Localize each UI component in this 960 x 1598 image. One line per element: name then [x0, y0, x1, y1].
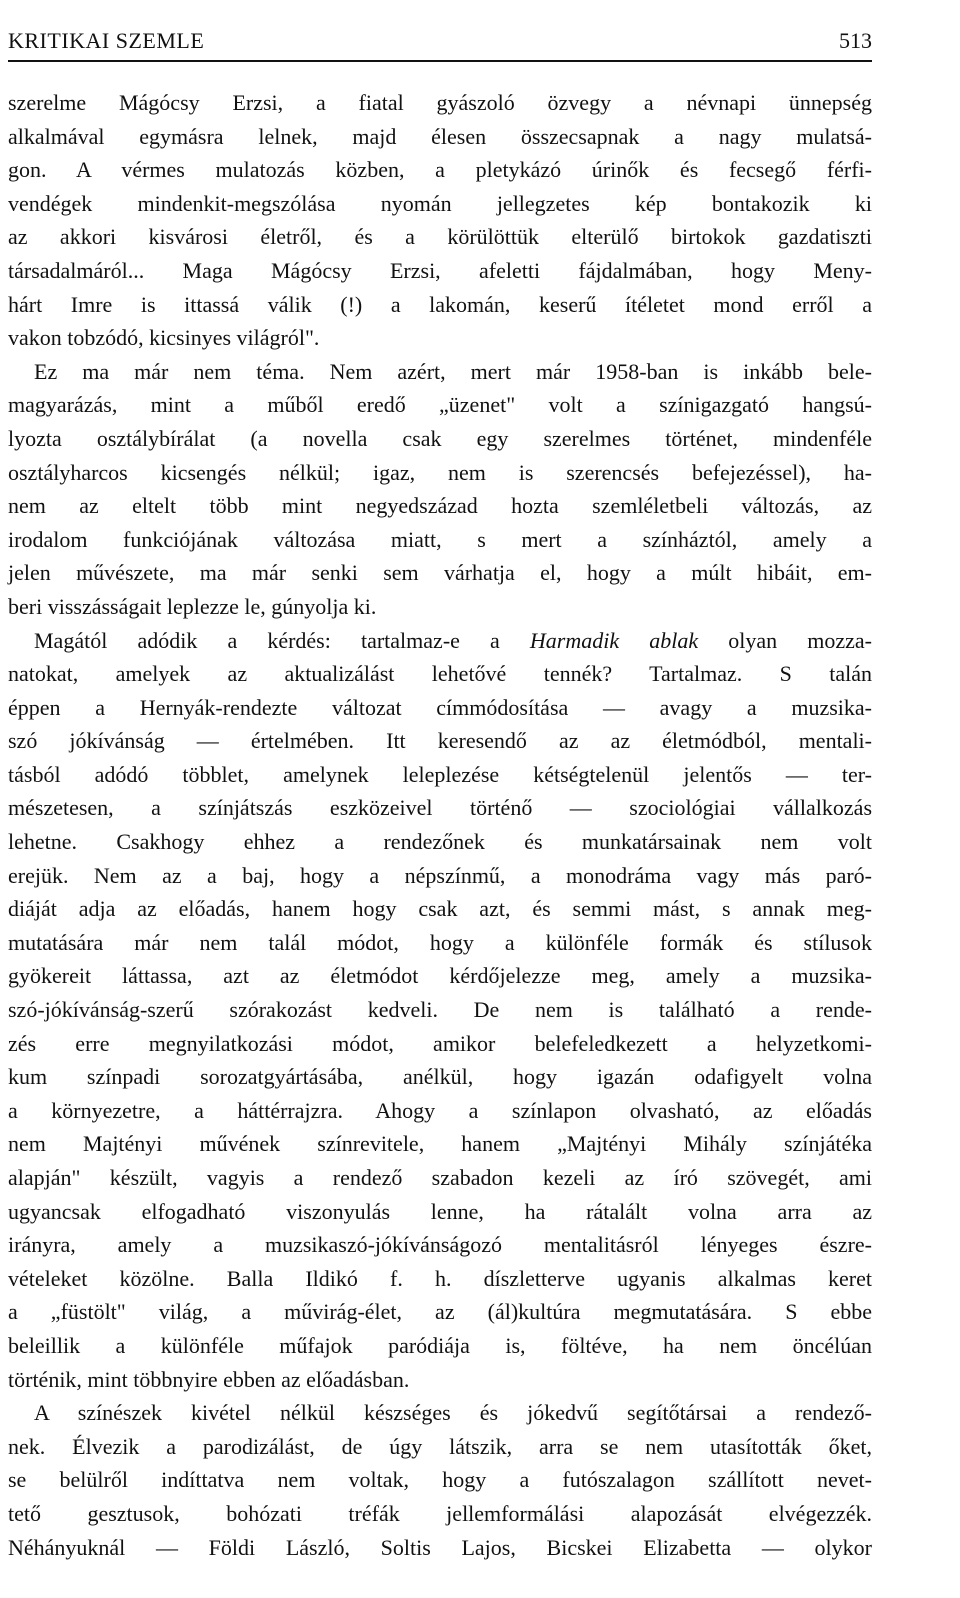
text-line: mutatására már nem talál módot, hogy a különféle formák és stílusok: [8, 929, 872, 955]
page: [8, 0, 872, 1564]
text-line: mészetesen, a színjátszás eszközeivel történő — szociológiai vállalkozás: [8, 795, 872, 821]
text-line: alapján" készült, vagyis a rendező szabadon kezeli az író szövegét, ami: [8, 1165, 872, 1190]
text-line: tásból adódó többlet, amelynek leleplezése kétségtelenül jelentős — ter-: [8, 761, 872, 787]
text-line: nek. Élvezik a parodizálást, de úgy látszik, arra se nem utasították őket,: [8, 1433, 872, 1459]
text-line: diáját adja az előadás, hanem hogy csak azt, és semmi mást, s annak meg-: [8, 896, 872, 922]
text-line: alkalmával egymásra lelnek, majd élesen összecsapnak a nagy mulatsá-: [8, 123, 872, 149]
text-line: beri visszásságait leplezze le, gúnyolja ki.: [8, 593, 377, 619]
text-line: társadalmáról... Maga Mágócsy Erzsi, afeletti fájdalmában, hogy Meny-: [8, 257, 872, 283]
article-body: [8, 86, 872, 1564]
text-line: irányra, amely a muzsikaszó-jókívánságozó mentalitásról lényeges észre-: [8, 1232, 872, 1258]
text-line: történik, mint többnyire ebben az előadásban.: [8, 1366, 410, 1392]
text-line: zés erre megnyilatkozási módot, amikor belefeledkezett a helyzetkomi-: [8, 1030, 872, 1056]
text-line: a „füstölt" világ, a művirág-élet, az (ál)kultúra megmutatására. S ebbe: [8, 1299, 872, 1325]
text-line: Néhányuknál — Földi László, Soltis Lajos, Bicskei Elizabetta — olykor: [8, 1534, 872, 1560]
text-line: szó-jókívánság-szerű szórakozást kedveli. De nem is található a rende-: [8, 997, 872, 1023]
text-line: nem Majtényi művének színrevitele, hanem „Majtényi Mihály színjátéka: [8, 1131, 872, 1157]
text-line: lehetne. Csakhogy ehhez a rendezőnek és munkatársainak nem volt: [8, 829, 872, 855]
page-number: 513: [839, 28, 872, 53]
text-line: erejük. Nem az a baj, hogy a népszínmű, a monodráma vagy más paró-: [8, 862, 872, 888]
italic-title: Harmadik ablak: [529, 627, 699, 653]
text-line: irodalom funkciójának változása miatt, s mert a színháztól, amely a: [8, 526, 872, 552]
text-line: nem az eltelt több mint negyedszázad hozta szemléletbeli változás, az: [8, 493, 872, 519]
text-line: a környezetre, a háttérrajzra. Ahogy a színlapon olvasható, az előadás: [8, 1097, 872, 1123]
text-line: szó jókívánság — értelmében. Itt keresendő az az életmódból, mentali-: [8, 728, 872, 754]
text-line: Ez ma már nem téma. Nem azért, mert már 1958-ban is inkább bele-: [34, 358, 872, 384]
running-head: [8, 0, 872, 62]
text-line: Magától adódik a kérdés: tartalmaz-e a Harmadik ablak olyan mozza-: [34, 627, 872, 653]
text-line: gon. A vérmes mulatozás közben, a pletykázó úrinők és fecsegő férfi-: [8, 157, 872, 183]
text-line: kum színpadi sorozatgyártásába, anélkül, hogy igazán odafigyelt volna: [8, 1064, 872, 1090]
text-line: ugyancsak elfogadható viszonyulás lenne, ha rátalált volna arra az: [8, 1198, 872, 1224]
text-line: vakon tobzódó, kicsinyes világról".: [8, 325, 320, 351]
text-line: beleillik a különféle műfajok paródiája is, föltéve, ha nem öncélúan: [8, 1332, 872, 1358]
text-line: az akkori kisvárosi életről, és a körülöttük elterülő birtokok gazdatiszti: [8, 224, 872, 250]
text-line: szerelme Mágócsy Erzsi, a fiatal gyászoló özvegy a névnapi ünnepség: [8, 90, 872, 115]
text-line: hárt Imre is ittassá válik (!) a lakomán, keserű ítéletet mond erről a: [8, 291, 872, 317]
text-line: natokat, amelyek az aktualizálást lehetővé tennék? Tartalmaz. S talán: [8, 661, 872, 687]
text-line: vételeket közölne. Balla Ildikó f. h. díszletterve ugyanis alkalmas keret: [8, 1265, 872, 1291]
text-line: éppen a Hernyák-rendezte változat címmódosítása — avagy a muzsika-: [8, 694, 872, 720]
text-line: tető gesztusok, bohózati tréfák jellemformálási alapozását elvégezzék.: [8, 1500, 872, 1526]
text-line: lyozta osztálybírálat (a novella csak egy szerelmes történet, mindenféle: [8, 425, 872, 451]
text-line: jelen művészete, ma már senki sem várhatja el, hogy a múlt hibáit, em-: [8, 560, 872, 586]
text-line: magyarázás, mint a műből eredő „üzenet" volt a színigazgató hangsú-: [8, 392, 872, 418]
text-line: gyökereit láttassa, azt az életmódot kérdőjelezze meg, amely a muzsika-: [8, 963, 872, 989]
journal-title: KRITIKAI SZEMLE: [8, 28, 205, 53]
text-line: A színészek kivétel nélkül készséges és jókedvű segítőtársai a rendező-: [34, 1400, 872, 1426]
text-line: vendégek mindenkit-megszólása nyomán jellegzetes kép bontakozik ki: [8, 190, 872, 216]
text-line: se belülről indíttatva nem voltak, hogy a futószalagon szállított nevet-: [8, 1467, 872, 1493]
text-line: osztályharcos kicsengés nélkül; igaz, nem is szerencsés befejezéssel), ha-: [8, 459, 872, 485]
